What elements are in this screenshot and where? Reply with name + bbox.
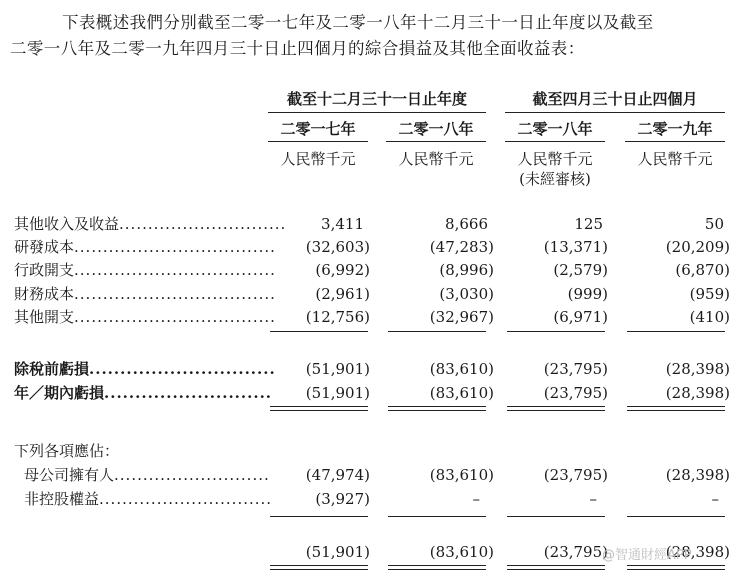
final-double-rule-4 [627,565,725,570]
row-label-rd-costs: 研發成本................................... [14,238,276,256]
final-double-rule-3 [507,565,605,570]
col-rule-4 [625,141,725,142]
cell-other-income-2019-4m: 50 [704,215,724,233]
attrib-rule-2 [388,516,486,517]
col-rule-2 [386,141,486,142]
cell-finance-2019-4m: (959) [689,285,730,303]
cell-rd-costs-2018-4m: (13,371) [543,238,608,256]
intro-paragraph [10,10,725,62]
cell-nci-2017: (3,927) [315,490,370,508]
row-label-owners-of-parent: 母公司擁有人........................... [24,466,270,484]
total-double-rule-3 [507,406,605,411]
cell-total-2017: (51,901) [305,543,370,561]
cell-rd-costs-2018: (47,283) [429,238,494,256]
attrib-rule-1 [270,516,368,517]
col-header-2018: 二零一八年 [398,120,474,138]
cell-other-exp-2019-4m: (410) [689,308,730,326]
cell-lbt-2018: (83,610) [429,360,494,378]
row-label-admin-expenses: 行政開支................................... [14,261,276,279]
cell-other-exp-2018: (32,967) [429,308,494,326]
cell-lbt-2018-4m: (23,795) [543,360,608,378]
cell-owners-2017: (47,974) [305,466,370,484]
col-unaudited-note: (未經審核) [519,170,591,188]
cell-other-income-2018: 8,666 [445,215,488,233]
cell-lfp-2017: (51,901) [305,384,370,402]
cell-admin-2018: (8,996) [439,261,494,279]
cell-lfp-2018: (83,610) [429,384,494,402]
col-currency-3: 人民幣千元 [517,150,593,168]
col-currency-1: 人民幣千元 [280,150,356,168]
col-header-2018-4m: 二零一八年 [517,120,593,138]
total-double-rule-2 [388,406,486,411]
cell-admin-2019-4m: (6,870) [675,261,730,279]
intro-line-1: 下表概述我們分別截至二零一七年及二零一八年十二月三十一日止年度以及截至 [62,13,654,32]
final-double-rule-1 [270,565,368,570]
cell-owners-2019-4m: (28,398) [665,466,730,484]
cell-owners-2018: (83,610) [429,466,494,484]
cell-owners-2018-4m: (23,795) [543,466,608,484]
group-header-four-months-rule [505,112,725,113]
row-label-loss-before-tax: 除稅前虧損.............................. [14,360,276,378]
cell-nci-2018: – [472,490,480,508]
row-label-other-expenses: 其他開支................................... [14,308,276,326]
group-header-year-rule [268,112,486,113]
subtotal-rule-1 [270,331,368,332]
total-double-rule-1 [270,406,368,411]
cell-admin-2017: (6,992) [315,261,370,279]
watermark: @智通財經APP [602,548,692,563]
cell-finance-2018-4m: (999) [567,285,608,303]
cell-other-exp-2017: (12,756) [305,308,370,326]
cell-lfp-2019-4m: (28,398) [665,384,730,402]
cell-other-exp-2018-4m: (6,971) [553,308,608,326]
col-currency-4: 人民幣千元 [637,150,713,168]
total-double-rule-4 [627,406,725,411]
attrib-rule-4 [627,516,725,517]
cell-rd-costs-2019-4m: (20,209) [665,238,730,256]
row-label-non-controlling: 非控股權益.............................. [24,490,273,508]
cell-finance-2018: (3,030) [439,285,494,303]
final-double-rule-2 [388,565,486,570]
subtotal-rule-2 [388,331,486,332]
cell-nci-2018-4m: – [589,490,597,508]
cell-lbt-2017: (51,901) [305,360,370,378]
attrib-rule-3 [507,516,605,517]
col-rule-3 [505,141,605,142]
cell-admin-2018-4m: (2,579) [553,261,608,279]
cell-total-2018-4m: (23,795) [543,543,608,561]
cell-lfp-2018-4m: (23,795) [543,384,608,402]
row-label-finance-costs: 財務成本................................... [14,285,276,303]
col-header-2017: 二零一七年 [280,120,356,138]
row-label-other-income: 其他收入及收益............................. [14,215,287,233]
row-label-loss-for-period: 年／期內虧損........................... [14,384,273,402]
cell-other-income-2018-4m: 125 [574,215,603,233]
cell-finance-2017: (2,961) [315,285,370,303]
col-currency-2: 人民幣千元 [398,150,474,168]
col-header-2019-4m: 二零一九年 [637,120,713,138]
intro-line-2: 二零一八年及二零一九年四月三十日止四個月的綜合損益及其他全面收益表： [10,39,585,58]
cell-nci-2019-4m: – [711,490,719,508]
group-header-four-months: 截至四月三十日止四個月 [532,90,698,108]
col-rule-1 [268,141,368,142]
cell-lbt-2019-4m: (28,398) [665,360,730,378]
attributable-heading: 下列各項應佔： [14,442,120,460]
cell-total-2019-4m: (28,398) [665,543,730,561]
cell-other-income-2017: 3,411 [321,215,364,233]
subtotal-rule-3 [507,331,605,332]
cell-rd-costs-2017: (32,603) [305,238,370,256]
subtotal-rule-4 [627,331,725,332]
group-header-year: 截至十二月三十一日止年度 [286,90,467,108]
cell-total-2018: (83,610) [429,543,494,561]
